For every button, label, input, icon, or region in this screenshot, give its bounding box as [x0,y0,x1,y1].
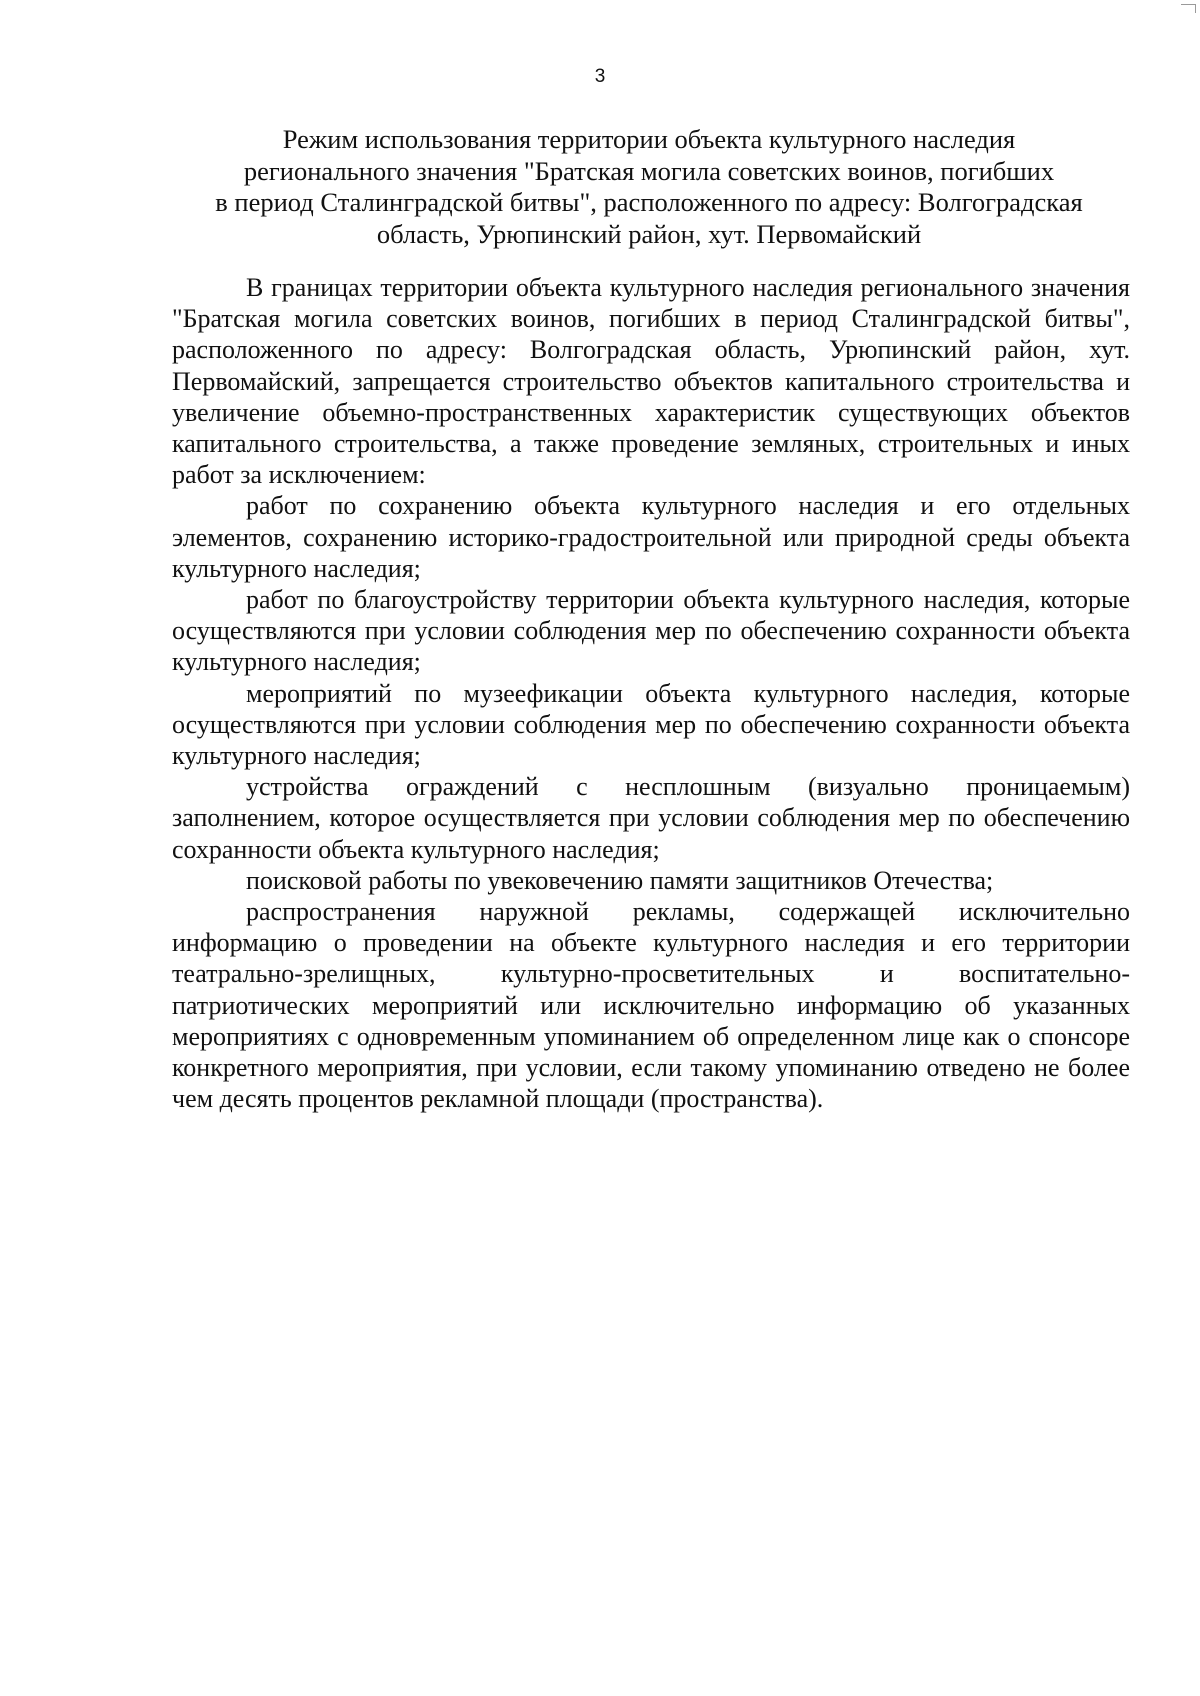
title-line: в период Сталинградской битвы", расположенного по адресу: Волгоградская [215,187,1083,217]
exception-item: устройства ограждений с несплошным (визуально проницаемым) заполнением, которое осуществляется при условии соблюдения мер по обеспечению сохранности объекта культурного наследия; [172,772,1130,864]
document-title [170,124,1128,250]
exception-item: работ по благоустройству территории объекта культурного наследия, которые осуществляются при условии соблюдения мер по обеспечению сохранности объекта культурного наследия; [172,585,1130,677]
exception-item: распространения наружной рекламы, содержащей исключительно информацию о проведении на объекте культурного наследия и его территории театрально-зрелищных, культурно-просветительных и воспитательно-патриотических мероприятий или исключительно информацию об указанных мероприятиях с одновременным упоминанием об определенном лице как о спонсоре конкретного мероприятия, при условии, если такому упоминанию отведено не более чем десять процентов рекламной площади (пространства). [172,897,1130,1114]
title-line: Режим использования территории объекта культурного наследия [282,124,1016,154]
document-body [172,272,1130,1114]
exception-item: работ по сохранению объекта культурного наследия и его отдельных элементов, сохранению историко-градостроительной или природной среды объекта культурного наследия; [172,491,1130,583]
exception-item: мероприятий по музеефикации объекта культурного наследия, которые осуществляются при условии соблюдения мер по обеспечению сохранности объекта культурного наследия; [172,678,1130,771]
title-line: регионального значения "Братская могила советских воинов, погибших [243,155,1055,186]
scan-corner-mark [1181,4,1196,13]
intro-paragraph: В границах территории объекта культурного наследия регионального значения "Братская могила советских воинов, погибших в период Сталинградской битвы", расположенного по адресу: Волгоградская область, Урюпинский район, хут. Первомайский, запрещается строительство объектов капитального строительства и увеличение объемно-пространственных характеристик существующих объектов капитального строительства, а также проведение земляных, строительных и иных работ за исключением: [172,273,1130,490]
title-line: область, Урюпинский район, хут. Первомайский [376,218,922,249]
exception-item: поисковой работы по увековечению памяти защитников Отечества; [246,865,994,895]
page-number: 3 [594,66,606,87]
